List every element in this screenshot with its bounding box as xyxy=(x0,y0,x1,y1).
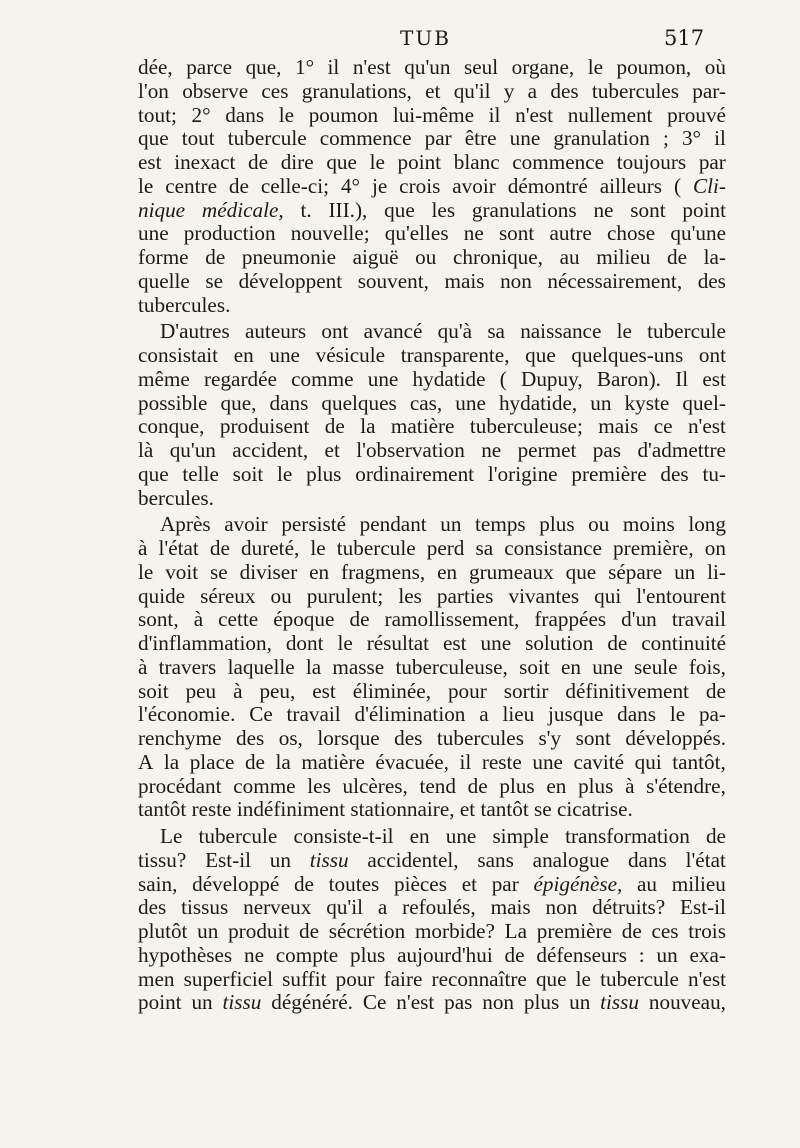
text-line: quide séreux ou purulent; les parties vivantes qui l'entourent xyxy=(138,583,726,608)
text-line: nique médicale, t. III.), que les granulations ne sont point xyxy=(138,197,726,222)
text-line: sont, à cette époque de ramollissement, frappées d'un travail xyxy=(138,607,726,632)
text-line: des tissus nerveux qu'il a refoulés, mais non détruits? Est-il xyxy=(138,895,726,920)
paragraph xyxy=(138,56,726,317)
text-line: une production nouvelle; qu'elles ne sont autre chose qu'une xyxy=(138,221,726,246)
text-line: l'économie. Ce travail d'élimination a lieu jusque dans le pa- xyxy=(138,702,726,727)
text-line: possible que, dans quelques cas, une hydatide, un kyste quel- xyxy=(138,390,726,415)
text-line: quelle se développent souvent, mais non nécessairement, des xyxy=(138,268,726,293)
text-line: le centre de celle-ci; 4° je crois avoir démontré ailleurs ( Cli- xyxy=(138,173,726,198)
text-line: dée, parce que, 1° il n'est qu'un seul organe, le poumon, où xyxy=(138,55,726,79)
text-line: tubercules. xyxy=(138,292,231,317)
text-line: A la place de la matière évacuée, il reste une cavité qui tantôt, xyxy=(138,749,726,774)
text-line: à travers laquelle la masse tuberculeuse, soit en une seule fois, xyxy=(138,654,726,679)
text-line: point un tissu dégénéré. Ce n'est pas non plus un tissu nouveau, xyxy=(138,990,726,1015)
paragraph xyxy=(138,825,726,1015)
text-line: est inexact de dire que le point blanc commence toujours par xyxy=(138,150,726,174)
text-line: là qu'un accident, et l'observation ne permet pas d'admettre xyxy=(138,438,726,462)
page-header xyxy=(0,26,800,52)
text-line: que telle soit le plus ordinairement l'origine première des tu- xyxy=(138,461,726,486)
text-line: bercules. xyxy=(138,485,214,510)
text-line: renchyme des os, lorsque des tubercules s'y sont développés. xyxy=(138,726,726,750)
text-line: forme de pneumonie aiguë ou chronique, au milieu de la- xyxy=(138,245,726,269)
text-line: men superficiel suffit pour faire reconnaître que le tubercule n'est xyxy=(138,966,726,991)
text-line: tout; 2° dans le poumon lui-même il n'est nullement prouvé xyxy=(138,102,726,127)
text-line: le voit se diviser en fragmens, en grumeaux que sépare un li- xyxy=(138,559,726,584)
text-line: Après avoir persisté pendant un temps plus ou moins long xyxy=(160,512,726,537)
text-line: que tout tubercule commence par être une granulation ; 3° il xyxy=(138,126,726,151)
text-line: tissu? Est-il un tissu accidentel, sans analogue dans l'état xyxy=(138,847,726,872)
text-line: D'autres auteurs ont avancé qu'à sa naissance le tubercule xyxy=(160,319,726,344)
text-line: conque, produisent de la matière tuberculeuse; mais ce n'est xyxy=(138,414,726,439)
page-number: 517 xyxy=(664,26,705,50)
text-line: Le tubercule consiste-t-il en une simple transformation de xyxy=(160,824,726,848)
text-line: tantôt reste indéfiniment stationnaire, et tantôt se cicatrise. xyxy=(138,797,633,822)
text-line: plutôt un produit de sécrétion morbide? La première de ces trois xyxy=(138,919,726,943)
text-line: même regardée comme une hydatide ( Dupuy, Baron). Il est xyxy=(138,366,726,391)
text-line: hypothèses ne compte plus aujourd'hui de défenseurs : un exa- xyxy=(138,942,726,967)
body-text xyxy=(138,56,726,1015)
text-line: à l'état de dureté, le tubercule perd sa consistance première, on xyxy=(138,536,726,560)
text-line: d'inflammation, dont le résultat est une solution de continuité xyxy=(138,631,726,655)
paragraph xyxy=(138,513,726,822)
text-line: soit peu à peu, est éliminée, pour sortir définitivement de xyxy=(138,678,726,703)
text-line: procédant comme les ulcères, tend de plus en plus à s'étendre, xyxy=(138,773,726,798)
text-line: l'on observe ces granulations, et qu'il y a des tubercules par- xyxy=(138,78,726,103)
running-title: TUB xyxy=(400,26,451,50)
text-line: sain, développé de toutes pièces et par épigénèse, au milieu xyxy=(138,871,726,896)
text-line: consistait en une vésicule transparente, que quelques-uns ont xyxy=(138,343,726,367)
paragraph xyxy=(138,320,726,510)
